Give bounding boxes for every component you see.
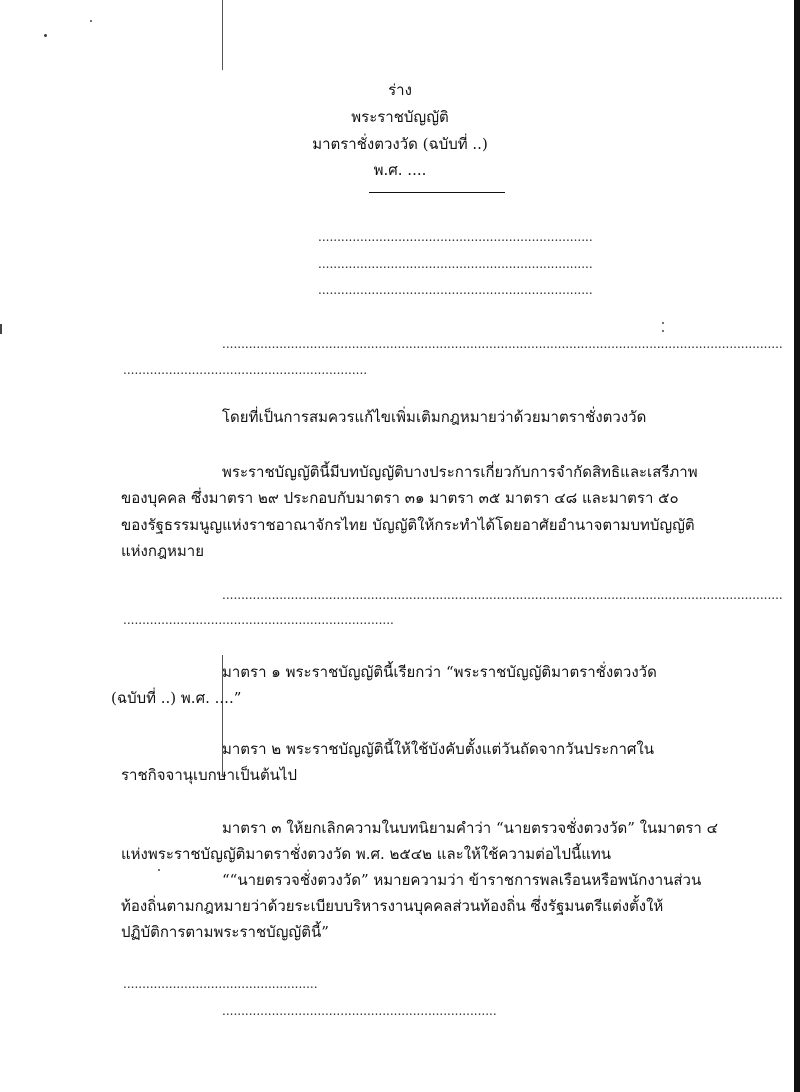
scan-speck (90, 20, 92, 22)
preamble-rights-line: ของรัฐธรรมนูญแห่งราชอาณาจักรไทย บัญญัติให้กระทำได้โดยอาศัยอำนาจตามบทบัญญัติ (121, 516, 695, 534)
section-3-line: ท้องถิ่นตามกฎหมายว่าด้วยระเบียบบริหารงานบุคคลส่วนท้องถิ่น ซึ่งรัฐมนตรีแต่งตั้งให้ (121, 897, 664, 915)
section-2-line: มาตรา ๒ พระราชบัญญัตินี้ให้ใช้บังคับตั้งแต่วันถัดจากวันประกาศใน (222, 740, 654, 758)
draft-label: ร่าง (388, 81, 412, 99)
blank-line: ........................................................................ (318, 257, 593, 271)
blank-line: ................................................................................................................................................... (222, 588, 783, 602)
scan-speck (662, 322, 664, 324)
act-name: มาตราชั่งตวงวัด (ฉบับที่ ..) (312, 135, 488, 153)
blank-line: ................................................... (123, 977, 318, 991)
section-3-line: ปฏิบัติการตามพระราชบัญญัตินี้” (121, 923, 329, 941)
section-3-line: ““นายตรวจชั่งตวงวัด” หมายความว่า ข้าราชการพลเรือนหรือพนักงานส่วน (222, 871, 702, 889)
scan-artifact-line (222, 0, 223, 70)
blank-line: ........................................................................ (222, 1004, 497, 1018)
scan-speck (662, 330, 664, 332)
act-label: พระราชบัญญัติ (351, 108, 449, 126)
year-line: พ.ศ. .... (373, 161, 427, 179)
blank-line: ........................................................................ (318, 230, 593, 244)
header-rule (369, 192, 505, 193)
scan-speck (158, 869, 160, 871)
section-3-line: แห่งพระราชบัญญัติมาตราชั่งตวงวัด พ.ศ. ๒๕๔๒ และให้ใช้ความต่อไปนี้แทน (121, 845, 612, 863)
section-2-line: ราชกิจจานุเบกษาเป็นต้นไป (121, 766, 298, 784)
section-1-line: มาตรา ๑ พระราชบัญญัตินี้เรียกว่า “พระราชบัญญัติมาตราชั่งตวงวัด (222, 663, 657, 681)
preamble-rights-line: ของบุคคล ซึ่งมาตรา ๒๙ ประกอบกับมาตรา ๓๑ มาตรา ๓๕ มาตรา ๔๘ และมาตรา ๕๐ (121, 489, 679, 507)
preamble-reason: โดยที่เป็นการสมควรแก้ไขเพิ่มเติมกฎหมายว่าด้วยมาตราชั่งตวงวัด (222, 408, 647, 426)
blank-line: ........................................................................ (318, 283, 593, 297)
preamble-rights-line: พระราชบัญญัตินี้มีบทบัญญัติบางประการเกี่ยวกับการจำกัดสิทธิและเสรีภาพ (222, 463, 698, 481)
blank-line: ....................................................................... (123, 613, 394, 627)
preamble-rights-line: แห่งกฎหมาย (121, 542, 205, 560)
blank-line: ................................................................................................................................................... (222, 337, 783, 351)
scan-speck (44, 34, 47, 37)
scan-speck (0, 324, 2, 334)
blank-line: ................................................................ (123, 363, 368, 377)
section-3-line: มาตรา ๓ ให้ยกเลิกความในบทนิยามคำว่า “นายตรวจชั่งตวงวัด” ในมาตรา ๔ (222, 819, 718, 837)
section-1-line: (ฉบับที่ ..) พ.ศ. ....” (111, 689, 242, 707)
